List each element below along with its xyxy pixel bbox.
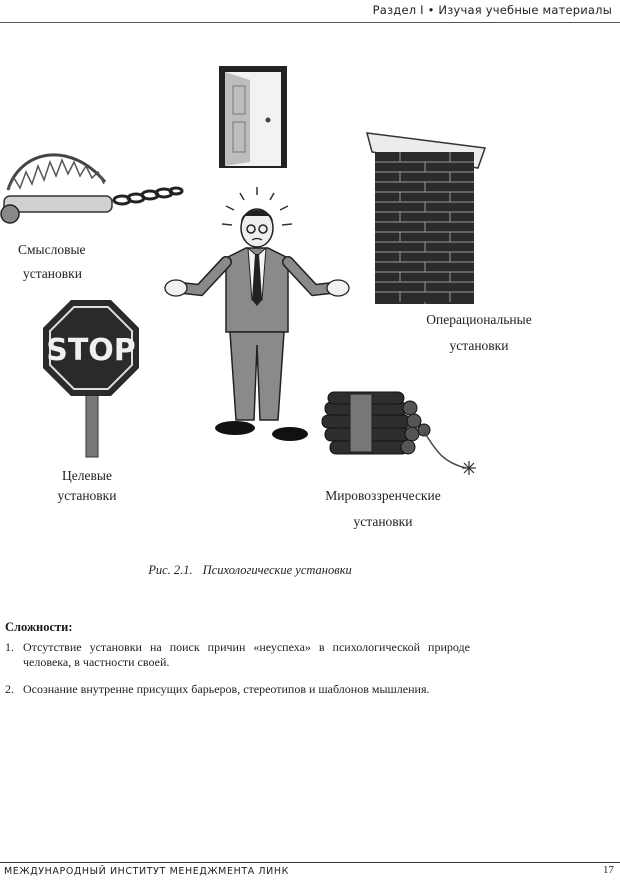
footer-divider	[0, 862, 620, 863]
svg-text:STOP: STOP	[46, 333, 136, 368]
page-number: 17	[603, 864, 614, 876]
brick-wall-icon	[367, 133, 485, 304]
page-header	[0, 0, 620, 23]
label-operational: Операциональные установки	[426, 312, 532, 353]
stop-sign-icon	[43, 300, 139, 457]
difficulties-title: Сложности:	[5, 620, 73, 634]
caption-number: Рис. 2.1.	[148, 563, 193, 577]
running-header: Раздел I • Изучая учебные материалы	[372, 3, 612, 17]
list-item: 2. Осознание внутренне присущих барьеров, стереотипов и шаблонов мышления.	[5, 682, 430, 696]
dynamite-icon	[322, 392, 476, 475]
label-worldview: Мировоззренческие установки	[325, 488, 441, 529]
difficulties-list	[5, 640, 470, 709]
trap-icon	[1, 155, 182, 223]
man-figure	[165, 187, 349, 441]
figure-caption	[0, 563, 500, 578]
footer-publisher: МЕЖДУНАРОДНЫЙ ИНСТИТУТ МЕНЕДЖМЕНТА ЛИНК	[4, 866, 289, 877]
label-semantic: Смысловые установки	[18, 242, 86, 281]
list-item: 1. Отсутствие установки на поиск причин «неуспеха» в психологической природе человека, в частности своей.	[5, 640, 470, 669]
door-icon	[219, 66, 287, 168]
caption-text: Психологические установки	[202, 563, 352, 577]
label-target: Целевые установки	[57, 468, 117, 503]
